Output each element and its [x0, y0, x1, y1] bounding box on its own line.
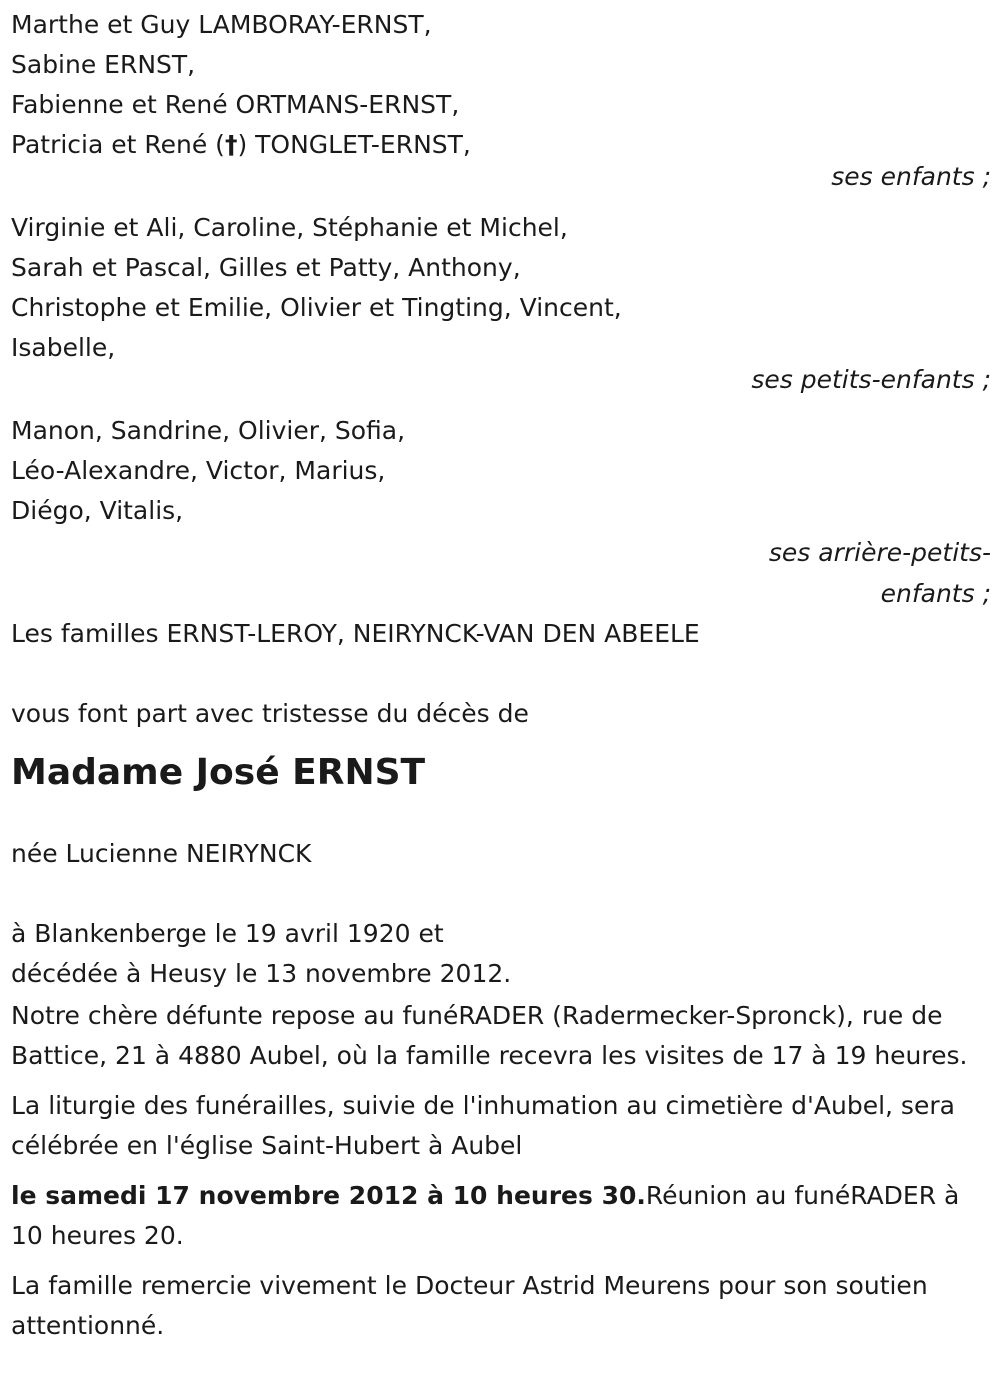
child-line: Sabine ERNST, [11, 50, 196, 79]
liturgy-paragraph: La liturgie des funérailles, suivie de l'inhumation au cimetière d'Aubel, sera célébrée en l'église Saint-Hubert à Aubel [11, 1091, 955, 1160]
grandchild-line: Virginie et Ali, Caroline, Stéphanie et Michel, [11, 213, 568, 242]
grandchildren-role: ses petits-enfants ; [751, 365, 991, 394]
grandchild-line: Christophe et Emilie, Olivier et Tingting, Vincent, [11, 293, 622, 322]
grandchildren-group [11, 208, 991, 394]
families-line: Les familles ERNST-LEROY, NEIRYNCK-VAN DEN ABEELE [11, 619, 700, 648]
cross-icon: † [224, 130, 238, 159]
birth-name: née Lucienne NEIRYNCK [11, 839, 312, 868]
great-grandchildren-role-line1: ses arrière-petits- [768, 538, 991, 567]
great-grandchildren-group [11, 411, 991, 614]
death-line: décédée à Heusy le 13 novembre 2012. [11, 959, 512, 988]
obituary-notice [11, 5, 991, 1346]
deceased-name: Madame José ERNST [11, 752, 426, 793]
repose-paragraph: Notre chère défunte repose au funéRADER (Radermecker-Spronck), rue de Battice, 21 à 4880 Aubel, où la famille recevra les visites de 17 à 19 heures. [11, 1001, 968, 1070]
thanks-paragraph: La famille remercie vivement le Docteur Astrid Meurens pour son soutien attentionné. [11, 1271, 928, 1340]
child-line [11, 125, 991, 165]
child-line-end: ) TONGLET-ERNST, [237, 130, 471, 159]
child-line-start: Patricia et René ( [11, 130, 225, 159]
meeting-text: Réunion au funéRADER à 10 heures 20. [11, 1181, 960, 1250]
great-grandchild-line: Manon, Sandrine, Olivier, Sofia, [11, 416, 406, 445]
great-grandchild-line: Léo-Alexandre, Victor, Marius, [11, 456, 386, 485]
birth-line: à Blankenberge le 19 avril 1920 et [11, 919, 444, 948]
children-group [11, 5, 991, 191]
children-role: ses enfants ; [831, 162, 991, 191]
announcement-line: vous font part avec tristesse du décès de [11, 699, 529, 728]
child-line: Marthe et Guy LAMBORAY-ERNST, [11, 10, 432, 39]
grandchild-line: Sarah et Pascal, Gilles et Patty, Anthony, [11, 253, 521, 282]
grandchild-line: Isabelle, [11, 333, 116, 362]
ceremony-date: le samedi 17 novembre 2012 à 10 heures 30. [11, 1181, 646, 1210]
child-line: Fabienne et René ORTMANS-ERNST, [11, 90, 460, 119]
great-grandchildren-role-line2: enfants ; [880, 579, 991, 608]
ceremony-paragraph [11, 1176, 991, 1256]
great-grandchild-line: Diégo, Vitalis, [11, 496, 184, 525]
